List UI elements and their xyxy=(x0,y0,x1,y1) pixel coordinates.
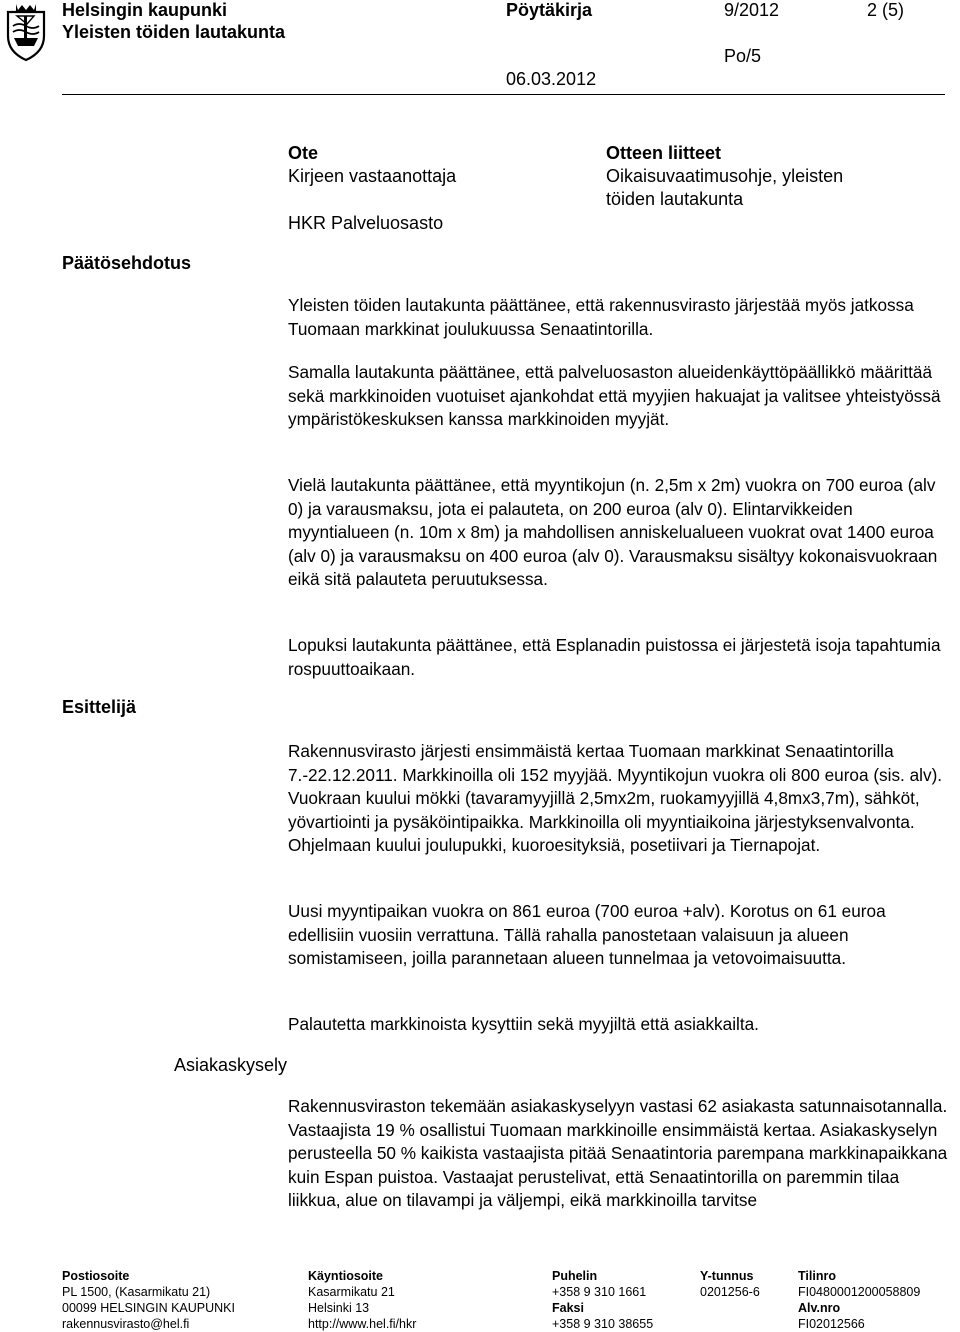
attachment-item-continued: töiden lautakunta xyxy=(606,189,744,209)
page-number: 2 (5) xyxy=(867,0,905,20)
footer-fax-label: Faksi xyxy=(552,1301,584,1315)
footer-email[interactable]: rakennusvirasto@hel.fi xyxy=(62,1317,190,1331)
meeting-date: 06.03.2012 xyxy=(506,69,597,89)
footer-website[interactable]: http://www.hel.fi/hkr xyxy=(308,1317,417,1331)
paragraph-rents: Vielä lautakunta päättänee, että myyntikojun (n. 2,5m x 2m) vuokra on 700 euroa (alv 0) ja varausmaksu, jota ei palauteta, on 200 euroa (alv 0). Elintarvikkeiden myyntialueen (n. 10m x 8m) ja mahdollisen anniskelualueen vuokrat ovat 1400 euroa (alv 0) ja varausmaksu on 400 euroa (alv 0). Varausmaksu sisältyy kokonaisvuokraan eikä sitä palauteta peruutuksessa. xyxy=(288,475,938,589)
attachments-label: Otteen liitteet xyxy=(606,143,722,163)
footer-business-id-value: 0201256-6 xyxy=(700,1285,760,1299)
footer-business-id xyxy=(700,1268,760,1300)
decision-proposal-label: Päätösehdotus xyxy=(62,253,192,273)
footer-phone-number: +358 9 310 1661 xyxy=(552,1285,647,1299)
footer-business-id-label: Y-tunnus xyxy=(700,1269,754,1283)
customer-survey-label: Asiakaskysely xyxy=(174,1055,288,1075)
footer-account-label: Tilinro xyxy=(798,1269,836,1283)
footer-phone-label: Puhelin xyxy=(552,1269,598,1283)
paragraph-feedback: Palautetta markkinoista kysyttiin sekä myyjiltä että asiakkailta. xyxy=(288,1014,759,1034)
footer-postal-line: 00099 HELSINGIN KAUPUNKI xyxy=(62,1301,235,1315)
organization-name: Helsingin kaupunki xyxy=(62,0,228,20)
presenter-label: Esittelijä xyxy=(62,697,137,717)
footer-account-number: FI0480001200058809 xyxy=(798,1285,921,1299)
footer-visiting-line: Helsinki 13 xyxy=(308,1301,370,1315)
attachment-item: Oikaisuvaatimusohje, yleisten xyxy=(606,166,844,186)
footer-visiting-address xyxy=(308,1268,416,1332)
footer-account xyxy=(798,1268,920,1332)
paragraph-new-rent: Uusi myyntipaikan vuokra on 861 euroa (700 euroa +alv). Korotus on 61 euroa edellisiin vuosiin verrattuna. Tällä rahalla panostetaan valaisuun ja alueen somistamiseen, joilla parannetaan alueen tunnelmaa ja vetovoimaisuutta. xyxy=(288,901,886,968)
city-crest-logo xyxy=(4,2,48,62)
footer-fax-number: +358 9 310 38655 xyxy=(552,1317,654,1331)
document-type: Pöytäkirja xyxy=(506,0,593,20)
footer-visiting-label: Käyntiosoite xyxy=(308,1269,384,1283)
footer-vat-number: FI02012566 xyxy=(798,1317,865,1331)
footer-visiting-line: Kasarmikatu 21 xyxy=(308,1285,395,1299)
footer-vat-label: Alv.nro xyxy=(798,1301,841,1315)
paragraph-survey: Rakennusviraston tekemään asiakaskyselyyn vastasi 62 asiakasta satunnaisotannalla. Vastaajista 19 % osallistui Tuomaan markkinoille ensimmäistä kertaa. Asiakaskyselyn perusteella 50 % kaikista vastaajista pitää Senaatintoria parempana markkinapaikkana kuin Espan puistoa. Vastaajat perustelivat, että Senaatintorilla on paremmin tilaa liikkua, alue on tilavampi ja väljempi, eikä markkinoilla tarvitse xyxy=(288,1096,948,1210)
recipient: HKR Palveluosasto xyxy=(288,213,444,233)
footer-postal-line: PL 1500, (Kasarmikatu 21) xyxy=(62,1285,211,1299)
committee-name: Yleisten töiden lautakunta xyxy=(62,22,286,42)
section-code: Po/5 xyxy=(724,46,762,66)
document-number: 9/2012 xyxy=(724,0,780,20)
header-divider xyxy=(62,94,945,95)
paragraph-background: Rakennusvirasto järjesti ensimmäistä kertaa Tuomaan markkinat Senaatintorilla 7.-22.12.2011. Markkinoilla oli 152 myyjää. Myyntikojun vuokra oli 800 euroa (sis. alv). Vuokraan kuului mökki (tavaramyyjillä 2,5mx2m, ruokamyyjillä 4,8mx3,7m), sähköt, yövartiointi ja pysäköintipaikka. Markkinoilla oli myyntiaikoina järjestyksenvalvonta. Ohjelmaan kuului joulupukki, kuoroesityksiä, posetiivari ja Tiernapojat. xyxy=(288,741,943,855)
paragraph-responsibilities: Samalla lautakunta päättänee, että palveluosaston alueidenkäyttöpäällikkö määrittää sekä markkinoiden vuotuiset ajankohdat että myyjien hakuajat ja valitsee yhteistyössä ympäristökeskuksen kanssa markkinoiden myyjät. xyxy=(288,362,941,429)
footer-postal-address xyxy=(62,1268,235,1332)
footer-postal-label: Postiosoite xyxy=(62,1269,130,1283)
footer-phone xyxy=(552,1268,653,1332)
paragraph-decision: Yleisten töiden lautakunta päättänee, että rakennusvirasto järjestää myös jatkossa Tuomaan markkinat joulukuussa Senaatintorilla. xyxy=(288,295,914,339)
paragraph-esplanadi: Lopuksi lautakunta päättänee, että Esplanadin puistossa ei järjestetä isoja tapahtumia rospuuttoaikaan. xyxy=(288,635,941,679)
recipient-label: Kirjeen vastaanottaja xyxy=(288,166,457,186)
extract-label: Ote xyxy=(288,143,319,163)
